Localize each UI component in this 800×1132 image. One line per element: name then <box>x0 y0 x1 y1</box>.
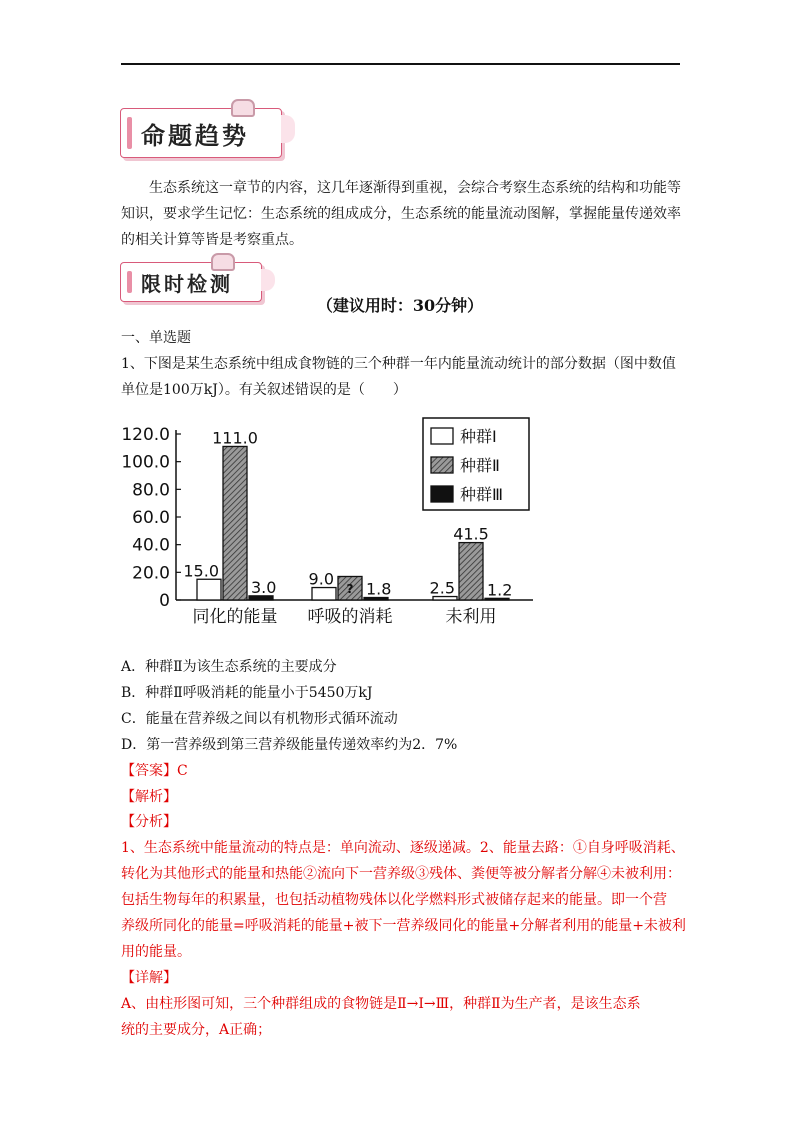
bar-data-label: 1.8 <box>366 579 392 599</box>
paperclip-icon <box>211 253 235 271</box>
option-b: B．种群Ⅱ呼吸消耗的能量小于5450万kJ <box>121 685 373 701</box>
option-c: C．能量在营养级之间以有机物形式循环流动 <box>121 711 398 727</box>
paperclip-icon <box>231 99 255 117</box>
legend-swatch <box>431 486 453 502</box>
detail-line: 统的主要成分，A正确； <box>121 1022 272 1038</box>
top-rule <box>121 63 680 65</box>
chart-legend <box>423 418 529 510</box>
bar-data-label: 3.0 <box>251 577 277 597</box>
analysis-line: 包括生物每年的积累量，也包括动植物残体以化学燃料形式被储存起来的能量。即一个营 <box>121 892 667 908</box>
bar-1-2 <box>312 588 336 600</box>
legend-label: 种群Ⅰ <box>460 427 497 446</box>
y-tick-label: 0 <box>159 591 170 611</box>
unknown-value-mark: ? <box>346 582 354 597</box>
bar-2-1 <box>223 446 247 600</box>
y-tick-label: 120.0 <box>121 425 170 445</box>
bar-2-3 <box>459 543 483 600</box>
badge-tab <box>281 115 295 143</box>
detail-line: A、由柱形图可知，三个种群组成的食物链是Ⅱ→Ⅰ→Ⅲ，种群Ⅱ为生产者，是该生态系 <box>121 996 641 1012</box>
analysis-line: 养级所同化的能量=呼吸消耗的能量+被下一营养级同化的能量+分解者利用的能量+未被利 <box>121 918 686 934</box>
bar-data-label: 41.5 <box>453 524 489 544</box>
section-title-trend: 命题趋势 <box>141 121 249 150</box>
x-tick-label: 呼吸的消耗 <box>307 607 393 627</box>
suggested-time: （建议用时：30分钟） <box>316 296 484 315</box>
analysis-label: 【分析】 <box>121 814 177 830</box>
answer-label: 【答案】C <box>121 763 188 779</box>
bar-data-label: 9.0 <box>308 569 334 589</box>
bar-data-label: 2.5 <box>429 578 455 598</box>
intro-paragraph: 生态系统这一章节的内容，这几年逐渐得到重视，会综合考察生态系统的结构和功能等知识，要求学生记忆：生态系统的组成成分，生态系统的能量流动图解，掌握能量传递效率的相关计算等皆是考察重点。 <box>121 180 681 248</box>
legend-label: 种群Ⅱ <box>460 456 500 475</box>
bar-data-label: 1.2 <box>487 580 513 600</box>
option-a: A．种群Ⅱ为该生态系统的主要成分 <box>121 659 337 675</box>
analysis-line: 转化为其他形式的能量和热能②流向下一营养级③残体、粪便等被分解者分解④未被利用： <box>121 866 681 882</box>
question-stem-line2: 单位是100万kJ）。有关叙述错误的是（ ） <box>121 382 407 398</box>
analysis-line: 用的能量。 <box>121 944 191 960</box>
bar-data-label: 15.0 <box>183 561 219 581</box>
badge-accent-bar <box>127 117 132 149</box>
section-badge-trend <box>120 108 282 158</box>
x-tick-label: 同化的能量 <box>192 607 278 627</box>
badge-accent-bar <box>127 271 132 293</box>
y-tick-label: 40.0 <box>132 535 170 556</box>
legend-swatch <box>431 457 453 473</box>
detail-label: 【详解】 <box>121 970 177 986</box>
bar-data-label: 111.0 <box>212 428 258 448</box>
y-tick-label: 100.0 <box>121 452 170 473</box>
question-type: 一、单选题 <box>121 330 191 346</box>
energy-bar-chart <box>118 414 538 634</box>
legend-swatch <box>431 428 453 444</box>
option-d: D．第一营养级到第三营养级能量传递效率约为2．7% <box>121 737 458 753</box>
section-title-test: 限时检测 <box>141 271 233 296</box>
legend-label: 种群Ⅲ <box>460 485 504 504</box>
y-tick-label: 20.0 <box>132 563 170 584</box>
badge-tab <box>261 269 275 291</box>
y-tick-label: 60.0 <box>132 508 170 528</box>
explanation-label: 【解析】 <box>121 789 177 805</box>
y-tick-label: 80.0 <box>132 480 170 501</box>
x-tick-label: 未利用 <box>445 607 497 627</box>
question-stem-line1: 1、下图是某生态系统中组成食物链的三个种群一年内能量流动统计的部分数据（图中数值 <box>121 356 676 372</box>
bar-1-1 <box>197 579 221 600</box>
analysis-line: 1、生态系统中能量流动的特点是：单向流动、逐级递减。2、能量去路：①自身呼吸消耗、 <box>121 840 685 856</box>
